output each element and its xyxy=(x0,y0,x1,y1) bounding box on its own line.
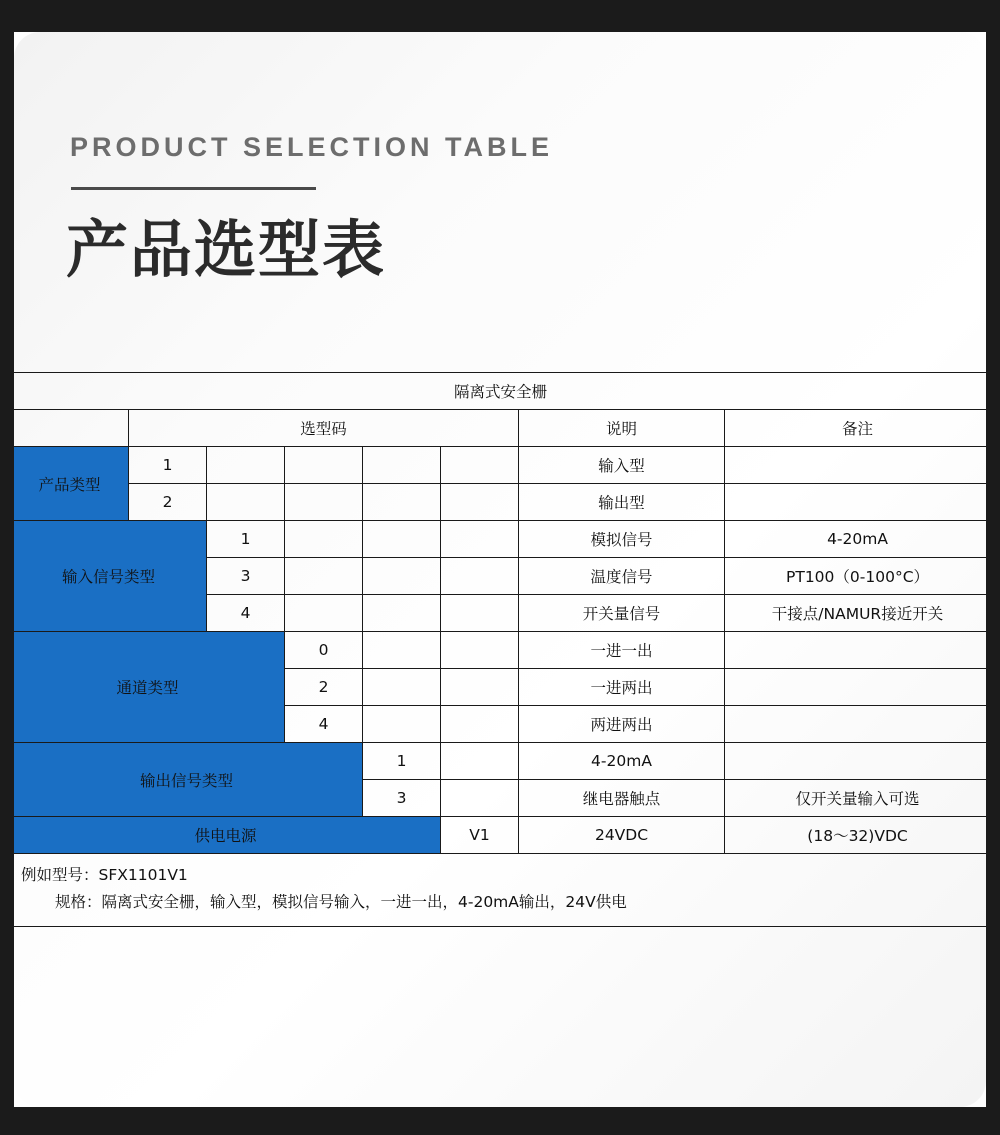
code-cell xyxy=(363,706,441,743)
code-cell: 4 xyxy=(207,595,285,632)
frame-top-edge xyxy=(0,0,1000,32)
code-cell: 0 xyxy=(285,632,363,669)
table-row xyxy=(14,521,986,558)
code-cell xyxy=(285,447,363,484)
description-cell: 两进两出 xyxy=(519,706,725,743)
code-cell: 3 xyxy=(207,558,285,595)
table-row xyxy=(14,447,986,484)
header-remark: 备注 xyxy=(725,410,987,447)
code-cell xyxy=(441,447,519,484)
code-cell xyxy=(363,632,441,669)
table-row xyxy=(14,743,986,780)
group-label-output-signal-type: 输出信号类型 xyxy=(14,743,363,817)
remark-cell xyxy=(725,706,987,743)
table-row-header xyxy=(14,410,986,447)
group-label-power-supply: 供电电源 xyxy=(14,817,441,854)
description-cell: 温度信号 xyxy=(519,558,725,595)
code-cell xyxy=(441,743,519,780)
remark-cell: PT100（0-100°C） xyxy=(725,558,987,595)
code-cell xyxy=(285,558,363,595)
frame-bottom-edge xyxy=(0,1107,1000,1135)
code-cell xyxy=(441,780,519,817)
code-cell: 4 xyxy=(285,706,363,743)
code-cell xyxy=(441,669,519,706)
remark-cell: 4-20mA xyxy=(725,521,987,558)
code-cell xyxy=(363,558,441,595)
frame-right-edge xyxy=(986,0,1000,1135)
code-cell xyxy=(285,521,363,558)
code-cell xyxy=(363,521,441,558)
table-row-title xyxy=(14,373,986,410)
remark-cell: (18～32)VDC xyxy=(725,817,987,854)
table-row xyxy=(14,817,986,854)
table-row xyxy=(14,632,986,669)
code-cell: 3 xyxy=(363,780,441,817)
example-line-2: 规格：隔离式安全栅，输入型，模拟信号输入，一进一出，4-20mA输出，24V供电 xyxy=(55,893,627,912)
selection-table xyxy=(14,372,986,927)
code-cell xyxy=(441,706,519,743)
description-cell: 24VDC xyxy=(519,817,725,854)
code-cell: 2 xyxy=(129,484,207,521)
group-label-product-type: 产品类型 xyxy=(14,447,129,521)
code-cell xyxy=(207,447,285,484)
code-cell xyxy=(441,595,519,632)
card-inner xyxy=(14,32,986,1107)
code-cell xyxy=(207,484,285,521)
remark-cell xyxy=(725,669,987,706)
frame-left-edge xyxy=(0,0,14,1135)
header-blank xyxy=(14,410,129,447)
description-cell: 输出型 xyxy=(519,484,725,521)
code-cell xyxy=(441,632,519,669)
selection-table-wrapper xyxy=(14,372,986,927)
english-title: PRODUCT SELECTION TABLE xyxy=(70,132,553,162)
description-cell: 一进两出 xyxy=(519,669,725,706)
content-card xyxy=(14,32,986,1107)
header-code: 选型码 xyxy=(129,410,519,447)
description-cell: 4-20mA xyxy=(519,743,725,780)
group-label-input-signal-type: 输入信号类型 xyxy=(14,521,207,632)
description-cell: 继电器触点 xyxy=(519,780,725,817)
code-cell xyxy=(363,669,441,706)
code-cell xyxy=(363,595,441,632)
code-cell xyxy=(363,484,441,521)
group-label-channel-type: 通道类型 xyxy=(14,632,285,743)
remark-cell: 干接点/NAMUR接近开关 xyxy=(725,595,987,632)
code-cell xyxy=(441,558,519,595)
code-cell xyxy=(285,595,363,632)
code-cell: 2 xyxy=(285,669,363,706)
description-cell: 输入型 xyxy=(519,447,725,484)
remark-cell xyxy=(725,484,987,521)
table-title: 隔离式安全栅 xyxy=(14,373,986,410)
remark-cell xyxy=(725,743,987,780)
remark-cell xyxy=(725,447,987,484)
code-cell: V1 xyxy=(441,817,519,854)
example-block xyxy=(14,854,986,927)
description-cell: 模拟信号 xyxy=(519,521,725,558)
code-cell xyxy=(441,521,519,558)
title-divider xyxy=(71,187,316,190)
header-description: 说明 xyxy=(519,410,725,447)
description-cell: 开关量信号 xyxy=(519,595,725,632)
code-cell xyxy=(363,447,441,484)
remark-cell: 仅开关量输入可选 xyxy=(725,780,987,817)
remark-cell xyxy=(725,632,987,669)
code-cell xyxy=(285,484,363,521)
code-cell: 1 xyxy=(207,521,285,558)
code-cell xyxy=(441,484,519,521)
code-cell: 1 xyxy=(129,447,207,484)
example-line-1: 例如型号：SFX1101V1 xyxy=(21,866,188,884)
table-row xyxy=(14,484,986,521)
description-cell: 一进一出 xyxy=(519,632,725,669)
code-cell: 1 xyxy=(363,743,441,780)
table-row-example xyxy=(14,854,986,927)
page-title: 产品选型表 xyxy=(66,213,387,286)
